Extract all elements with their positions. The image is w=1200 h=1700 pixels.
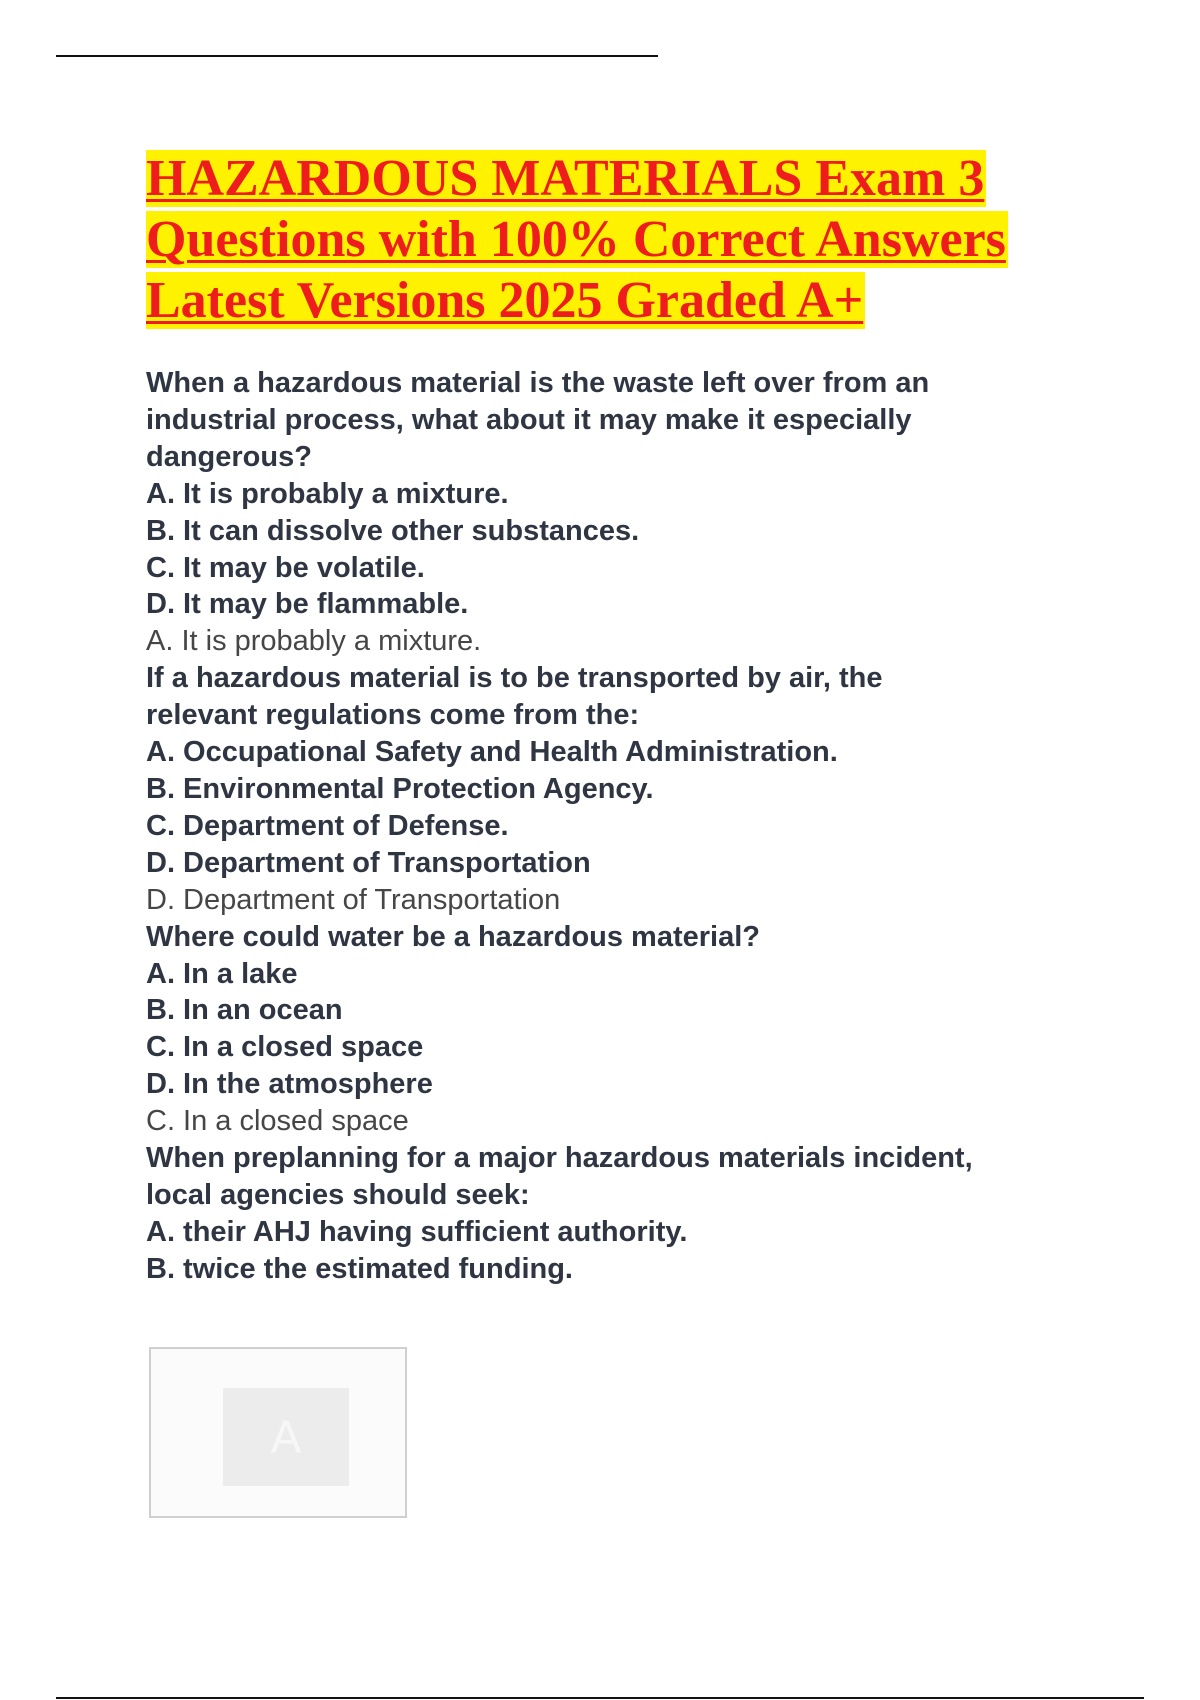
document-preview-thumbnail[interactable] — [149, 1347, 407, 1518]
question-text: industrial process, what about it may make it especially — [146, 403, 912, 436]
title-line-2-text: Questions with 100% Correct Answers — [146, 211, 1006, 268]
question-text: local agencies should seek: — [146, 1178, 530, 1211]
page-title — [146, 148, 1046, 331]
answer-option: A. Occupational Safety and Health Administration. — [146, 736, 838, 769]
correct-answer: C. In a closed space — [146, 1105, 409, 1138]
title-line-1-text: HAZARDOUS MATERIALS Exam 3 — [146, 150, 985, 207]
title-line-3 — [146, 270, 1046, 331]
answer-option: A. In a lake — [146, 957, 298, 990]
answer-option: A. It is probably a mixture. — [146, 477, 509, 510]
preview-glyph: A — [270, 1411, 302, 1463]
question-text: If a hazardous material is to be transported by air, the — [146, 662, 883, 695]
answer-option: D. In the atmosphere — [146, 1068, 433, 1101]
answer-option: B. twice the estimated funding. — [146, 1252, 573, 1285]
answer-option: B. Environmental Protection Agency. — [146, 772, 654, 805]
question-block-4 — [146, 1140, 1086, 1288]
answer-option: C. Department of Defense. — [146, 809, 509, 842]
question-text: When preplanning for a major hazardous materials incident, — [146, 1142, 973, 1175]
answer-option: B. It can dissolve other substances. — [146, 514, 640, 547]
question-block-3 — [146, 919, 1086, 1140]
title-line-2 — [146, 209, 1046, 270]
question-text: When a hazardous material is the waste left over from an — [146, 367, 930, 399]
question-text: relevant regulations come from the: — [146, 699, 640, 732]
correct-answer: D. Department of Transportation — [146, 883, 561, 916]
answer-option: A. their AHJ having sufficient authority. — [146, 1215, 688, 1248]
correct-answer: A. It is probably a mixture. — [146, 625, 482, 658]
question-block-2 — [146, 660, 1086, 918]
answer-option: D. It may be flammable. — [146, 588, 469, 621]
answer-option: C. In a closed space — [146, 1031, 424, 1064]
question-text: dangerous? — [146, 440, 312, 473]
question-list — [146, 365, 1086, 1288]
answer-option: D. Department of Transportation — [146, 846, 591, 879]
top-rule — [56, 55, 658, 57]
document-preview-icon — [223, 1388, 349, 1486]
question-text: Where could water be a hazardous material? — [146, 920, 760, 953]
title-line-3-text: Latest Versions 2025 Graded A+ — [146, 272, 864, 329]
answer-option: B. In an ocean — [146, 994, 343, 1027]
bottom-rule — [56, 1697, 1144, 1699]
answer-option: C. It may be volatile. — [146, 551, 425, 584]
question-block-1 — [146, 365, 1086, 660]
title-line-1 — [146, 148, 1046, 209]
